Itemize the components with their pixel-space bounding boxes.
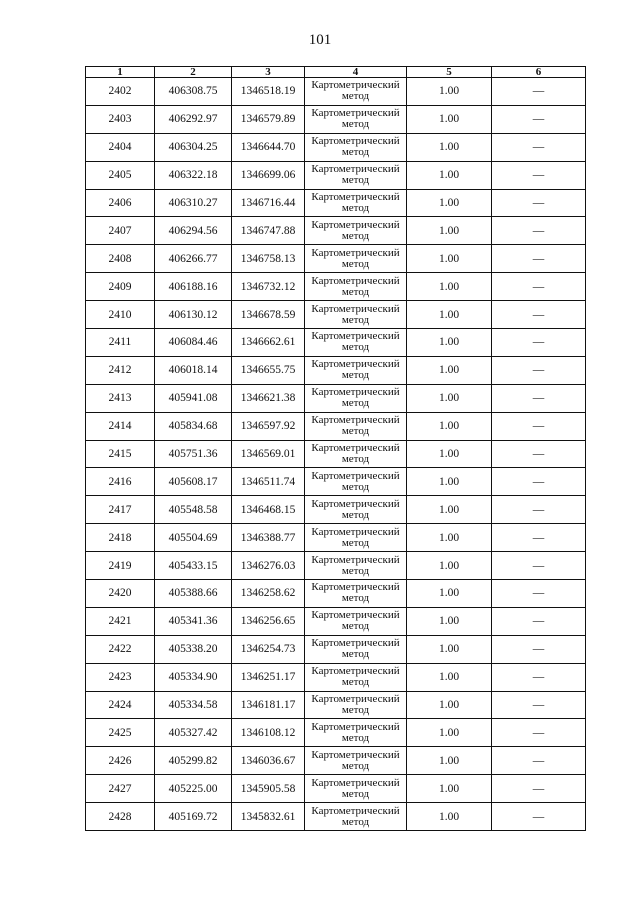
y-coordinate-cell: 1346758.13 <box>232 245 305 273</box>
point-number-cell: 2416 <box>86 468 155 496</box>
x-coordinate-cell: 406310.27 <box>155 189 232 217</box>
y-coordinate-cell: 1346621.38 <box>232 384 305 412</box>
point-number-cell: 2413 <box>86 384 155 412</box>
x-coordinate-cell: 405169.72 <box>155 803 232 831</box>
y-coordinate-cell: 1346716.44 <box>232 189 305 217</box>
table-row <box>86 245 586 273</box>
page-number: 101 <box>308 32 332 48</box>
method-cell: Картометрический метод <box>305 412 407 440</box>
table-row <box>86 663 586 691</box>
note-cell: — <box>492 552 586 580</box>
x-coordinate-cell: 405225.00 <box>155 775 232 803</box>
y-coordinate-cell: 1345832.61 <box>232 803 305 831</box>
table-row <box>86 384 586 412</box>
y-coordinate-cell: 1346518.19 <box>232 78 305 106</box>
point-number-cell: 2402 <box>86 78 155 106</box>
accuracy-cell: 1.00 <box>407 161 492 189</box>
accuracy-cell: 1.00 <box>407 607 492 635</box>
point-number-cell: 2415 <box>86 440 155 468</box>
point-number-cell: 2412 <box>86 356 155 384</box>
table-row <box>86 524 586 552</box>
x-coordinate-cell: 405548.58 <box>155 496 232 524</box>
accuracy-cell: 1.00 <box>407 440 492 468</box>
note-cell: — <box>492 496 586 524</box>
method-cell: Картометрический метод <box>305 245 407 273</box>
note-cell: — <box>492 356 586 384</box>
x-coordinate-cell: 406266.77 <box>155 245 232 273</box>
x-coordinate-cell: 405433.15 <box>155 552 232 580</box>
note-cell: — <box>492 803 586 831</box>
note-cell: — <box>492 105 586 133</box>
y-coordinate-cell: 1346747.88 <box>232 217 305 245</box>
x-coordinate-cell: 406130.12 <box>155 301 232 329</box>
x-coordinate-cell: 405334.58 <box>155 691 232 719</box>
x-coordinate-cell: 405341.36 <box>155 607 232 635</box>
accuracy-cell: 1.00 <box>407 217 492 245</box>
method-cell: Картометрический метод <box>305 524 407 552</box>
table-row <box>86 440 586 468</box>
column-header: 3 <box>232 67 305 78</box>
accuracy-cell: 1.00 <box>407 384 492 412</box>
table-header-row <box>86 67 586 78</box>
table-row <box>86 133 586 161</box>
method-cell: Картометрический метод <box>305 607 407 635</box>
point-number-cell: 2405 <box>86 161 155 189</box>
point-number-cell: 2407 <box>86 217 155 245</box>
method-cell: Картометрический метод <box>305 133 407 161</box>
method-cell: Картометрический метод <box>305 719 407 747</box>
point-number-cell: 2425 <box>86 719 155 747</box>
method-cell: Картометрический метод <box>305 161 407 189</box>
x-coordinate-cell: 405388.66 <box>155 580 232 608</box>
method-cell: Картометрический метод <box>305 189 407 217</box>
column-header: 6 <box>492 67 586 78</box>
accuracy-cell: 1.00 <box>407 552 492 580</box>
method-cell: Картометрический метод <box>305 78 407 106</box>
accuracy-cell: 1.00 <box>407 775 492 803</box>
column-header: 2 <box>155 67 232 78</box>
y-coordinate-cell: 1346181.17 <box>232 691 305 719</box>
accuracy-cell: 1.00 <box>407 412 492 440</box>
accuracy-cell: 1.00 <box>407 496 492 524</box>
y-coordinate-cell: 1346678.59 <box>232 301 305 329</box>
accuracy-cell: 1.00 <box>407 78 492 106</box>
point-number-cell: 2417 <box>86 496 155 524</box>
accuracy-cell: 1.00 <box>407 524 492 552</box>
column-header: 4 <box>305 67 407 78</box>
note-cell: — <box>492 245 586 273</box>
y-coordinate-cell: 1346256.65 <box>232 607 305 635</box>
x-coordinate-cell: 405338.20 <box>155 635 232 663</box>
accuracy-cell: 1.00 <box>407 105 492 133</box>
point-number-cell: 2414 <box>86 412 155 440</box>
coordinates-table <box>85 66 586 831</box>
table-row <box>86 78 586 106</box>
x-coordinate-cell: 405941.08 <box>155 384 232 412</box>
x-coordinate-cell: 405608.17 <box>155 468 232 496</box>
y-coordinate-cell: 1346511.74 <box>232 468 305 496</box>
point-number-cell: 2421 <box>86 607 155 635</box>
accuracy-cell: 1.00 <box>407 356 492 384</box>
x-coordinate-cell: 406188.16 <box>155 273 232 301</box>
point-number-cell: 2408 <box>86 245 155 273</box>
x-coordinate-cell: 406322.18 <box>155 161 232 189</box>
table-row <box>86 161 586 189</box>
method-cell: Картометрический метод <box>305 384 407 412</box>
table-row <box>86 217 586 245</box>
table-row <box>86 803 586 831</box>
point-number-cell: 2420 <box>86 580 155 608</box>
y-coordinate-cell: 1345905.58 <box>232 775 305 803</box>
y-coordinate-cell: 1346662.61 <box>232 329 305 357</box>
table-row <box>86 691 586 719</box>
x-coordinate-cell: 405327.42 <box>155 719 232 747</box>
y-coordinate-cell: 1346468.15 <box>232 496 305 524</box>
table-row <box>86 552 586 580</box>
method-cell: Картометрический метод <box>305 747 407 775</box>
method-cell: Картометрический метод <box>305 552 407 580</box>
accuracy-cell: 1.00 <box>407 301 492 329</box>
point-number-cell: 2419 <box>86 552 155 580</box>
y-coordinate-cell: 1346258.62 <box>232 580 305 608</box>
note-cell: — <box>492 161 586 189</box>
accuracy-cell: 1.00 <box>407 329 492 357</box>
x-coordinate-cell: 406018.14 <box>155 356 232 384</box>
x-coordinate-cell: 405751.36 <box>155 440 232 468</box>
accuracy-cell: 1.00 <box>407 803 492 831</box>
accuracy-cell: 1.00 <box>407 635 492 663</box>
point-number-cell: 2411 <box>86 329 155 357</box>
note-cell: — <box>492 440 586 468</box>
x-coordinate-cell: 405334.90 <box>155 663 232 691</box>
y-coordinate-cell: 1346655.75 <box>232 356 305 384</box>
accuracy-cell: 1.00 <box>407 189 492 217</box>
accuracy-cell: 1.00 <box>407 273 492 301</box>
y-coordinate-cell: 1346644.70 <box>232 133 305 161</box>
y-coordinate-cell: 1346251.17 <box>232 663 305 691</box>
y-coordinate-cell: 1346579.89 <box>232 105 305 133</box>
y-coordinate-cell: 1346732.12 <box>232 273 305 301</box>
method-cell: Картометрический метод <box>305 775 407 803</box>
note-cell: — <box>492 580 586 608</box>
point-number-cell: 2428 <box>86 803 155 831</box>
x-coordinate-cell: 406294.56 <box>155 217 232 245</box>
x-coordinate-cell: 406308.75 <box>155 78 232 106</box>
accuracy-cell: 1.00 <box>407 468 492 496</box>
y-coordinate-cell: 1346388.77 <box>232 524 305 552</box>
note-cell: — <box>492 384 586 412</box>
point-number-cell: 2409 <box>86 273 155 301</box>
point-number-cell: 2424 <box>86 691 155 719</box>
method-cell: Картометрический метод <box>305 580 407 608</box>
table-row <box>86 747 586 775</box>
method-cell: Картометрический метод <box>305 635 407 663</box>
table-row <box>86 412 586 440</box>
x-coordinate-cell: 406304.25 <box>155 133 232 161</box>
note-cell: — <box>492 663 586 691</box>
method-cell: Картометрический метод <box>305 105 407 133</box>
note-cell: — <box>492 635 586 663</box>
x-coordinate-cell: 405299.82 <box>155 747 232 775</box>
point-number-cell: 2427 <box>86 775 155 803</box>
note-cell: — <box>492 607 586 635</box>
table-row <box>86 273 586 301</box>
method-cell: Картометрический метод <box>305 356 407 384</box>
table-row <box>86 301 586 329</box>
note-cell: — <box>492 691 586 719</box>
point-number-cell: 2403 <box>86 105 155 133</box>
method-cell: Картометрический метод <box>305 273 407 301</box>
accuracy-cell: 1.00 <box>407 719 492 747</box>
note-cell: — <box>492 189 586 217</box>
table-row <box>86 719 586 747</box>
table-row <box>86 468 586 496</box>
method-cell: Картометрический метод <box>305 663 407 691</box>
note-cell: — <box>492 273 586 301</box>
note-cell: — <box>492 217 586 245</box>
point-number-cell: 2426 <box>86 747 155 775</box>
point-number-cell: 2406 <box>86 189 155 217</box>
y-coordinate-cell: 1346597.92 <box>232 412 305 440</box>
point-number-cell: 2418 <box>86 524 155 552</box>
note-cell: — <box>492 133 586 161</box>
note-cell: — <box>492 775 586 803</box>
table-row <box>86 356 586 384</box>
note-cell: — <box>492 78 586 106</box>
accuracy-cell: 1.00 <box>407 663 492 691</box>
note-cell: — <box>492 524 586 552</box>
y-coordinate-cell: 1346569.01 <box>232 440 305 468</box>
note-cell: — <box>492 747 586 775</box>
accuracy-cell: 1.00 <box>407 245 492 273</box>
table-row <box>86 607 586 635</box>
point-number-cell: 2422 <box>86 635 155 663</box>
table-row <box>86 775 586 803</box>
note-cell: — <box>492 719 586 747</box>
accuracy-cell: 1.00 <box>407 133 492 161</box>
y-coordinate-cell: 1346036.67 <box>232 747 305 775</box>
x-coordinate-cell: 406292.97 <box>155 105 232 133</box>
method-cell: Картометрический метод <box>305 691 407 719</box>
y-coordinate-cell: 1346699.06 <box>232 161 305 189</box>
note-cell: — <box>492 412 586 440</box>
y-coordinate-cell: 1346254.73 <box>232 635 305 663</box>
method-cell: Картометрический метод <box>305 803 407 831</box>
point-number-cell: 2423 <box>86 663 155 691</box>
y-coordinate-cell: 1346108.12 <box>232 719 305 747</box>
table-row <box>86 105 586 133</box>
accuracy-cell: 1.00 <box>407 747 492 775</box>
method-cell: Картометрический метод <box>305 217 407 245</box>
y-coordinate-cell: 1346276.03 <box>232 552 305 580</box>
x-coordinate-cell: 405504.69 <box>155 524 232 552</box>
column-header: 5 <box>407 67 492 78</box>
note-cell: — <box>492 329 586 357</box>
method-cell: Картометрический метод <box>305 496 407 524</box>
method-cell: Картометрический метод <box>305 329 407 357</box>
table-row <box>86 496 586 524</box>
x-coordinate-cell: 405834.68 <box>155 412 232 440</box>
table-row <box>86 580 586 608</box>
point-number-cell: 2404 <box>86 133 155 161</box>
point-number-cell: 2410 <box>86 301 155 329</box>
accuracy-cell: 1.00 <box>407 691 492 719</box>
table-row <box>86 189 586 217</box>
method-cell: Картометрический метод <box>305 440 407 468</box>
accuracy-cell: 1.00 <box>407 580 492 608</box>
note-cell: — <box>492 301 586 329</box>
table-row <box>86 635 586 663</box>
method-cell: Картометрический метод <box>305 301 407 329</box>
method-cell: Картометрический метод <box>305 468 407 496</box>
note-cell: — <box>492 468 586 496</box>
table-row <box>86 329 586 357</box>
column-header: 1 <box>86 67 155 78</box>
x-coordinate-cell: 406084.46 <box>155 329 232 357</box>
